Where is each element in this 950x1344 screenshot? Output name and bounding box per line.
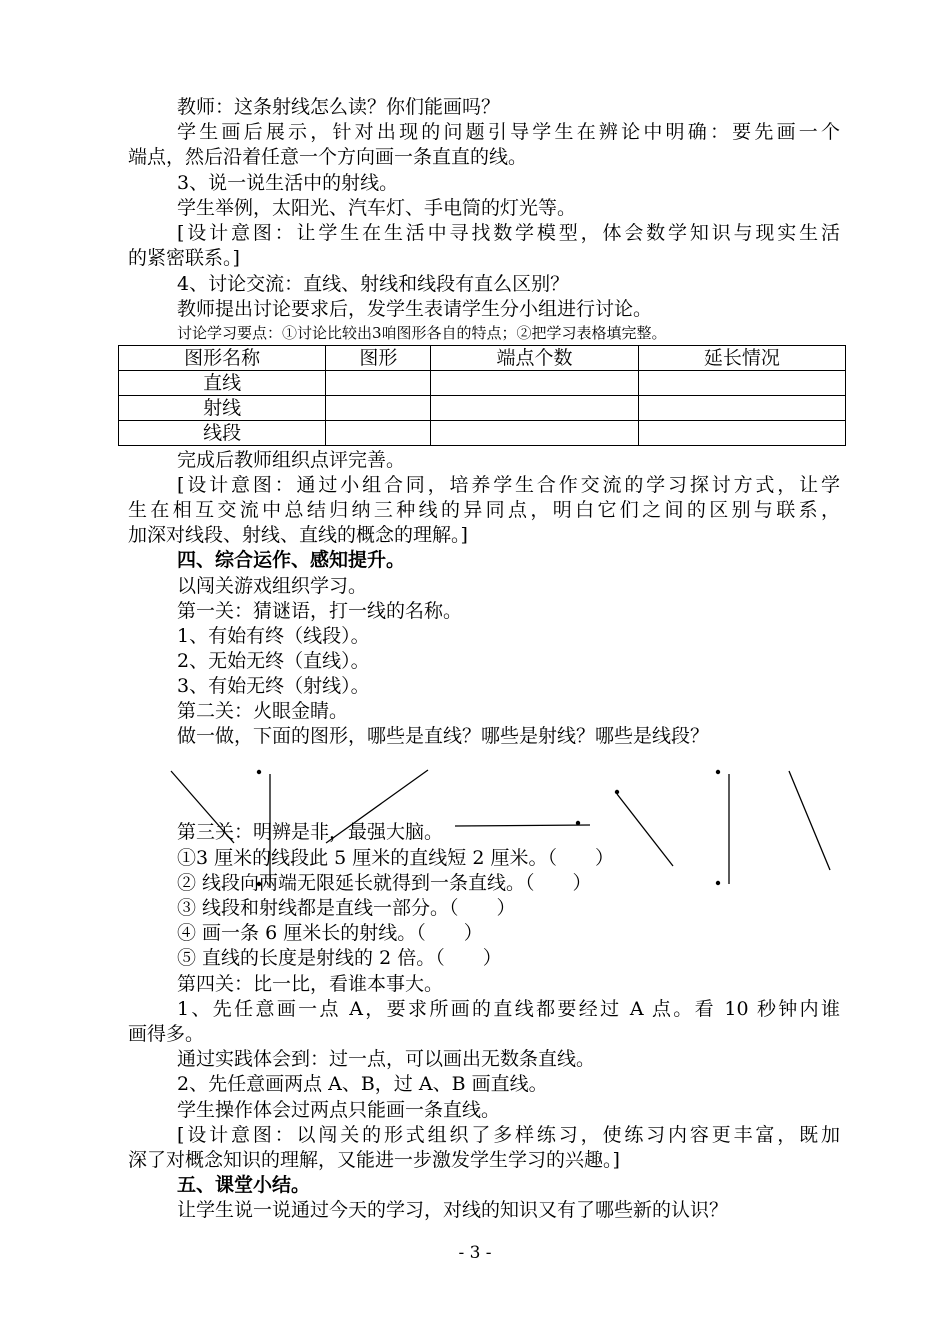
paragraph: 第三关：明辨是非，最强大脑。 xyxy=(177,821,444,843)
endpoint-dot xyxy=(716,770,720,774)
paragraph: 第四关：比一比，看谁本事大。 xyxy=(177,973,444,995)
paragraph: 生在相互交流中总结归纳三种线的异同点，明白它们之间的区别与联系， xyxy=(128,499,840,521)
paragraph: 第二关：火眼金睛。 xyxy=(177,700,349,722)
paragraph: ② 线段向两端无限延长就得到一条直线。（ ） xyxy=(177,872,592,894)
paragraph: [设计意图：通过小组合同，培养学生合作交流的学习探讨方式，让学 xyxy=(177,474,840,496)
paragraph: 4、讨论交流：直线、射线和线段有直么区别？ xyxy=(177,273,570,295)
paragraph: ③ 线段和射线都是直线一部分。（ ） xyxy=(177,897,516,919)
paragraph: ④ 画一条 6 厘米长的射线。（ ） xyxy=(177,922,483,944)
paragraph: 加深对线段、射线、直线的概念的理解。] xyxy=(128,524,468,546)
paragraph: 3、说一说生活中的射线。 xyxy=(177,172,399,194)
section-heading: 五、课堂小结。 xyxy=(177,1174,311,1196)
paragraph: [设计意图：让学生在生活中寻找数学模型，体会数学知识与现实生活 xyxy=(177,222,840,244)
paragraph: 完成后教师组织点评完善。 xyxy=(177,449,406,471)
paragraph: ①3 厘米的线段此 5 厘米的直线短 2 厘米。（ ） xyxy=(177,847,614,869)
endpoint-dot xyxy=(615,790,619,794)
paragraph: 深了对概念知识的理解，又能进一步激发学生学习的兴趣。] xyxy=(128,1149,620,1171)
paragraph: 1、有始有终（线段）。 xyxy=(177,625,370,647)
paragraph: 做一做，下面的图形，哪些是直线？哪些是射线？哪些是线段？ xyxy=(177,725,710,747)
paragraph: 画得多。 xyxy=(128,1023,205,1045)
paragraph: 通过实践体会到：过一点，可以画出无数条直线。 xyxy=(177,1048,596,1070)
paragraph: 学生画后展示，针对出现的问题引导学生在辨论中明确：要先画一个 xyxy=(177,121,840,143)
paragraph: 教师提出讨论要求后，发学生表请学生分小组进行讨论。 xyxy=(177,298,653,320)
table-cell: 线段 xyxy=(119,421,326,446)
page-number: - 3 - xyxy=(458,1243,492,1263)
table-header: 图形名称 xyxy=(119,346,326,371)
paragraph: 第一关：猜谜语，打一线的名称。 xyxy=(177,600,463,622)
table-header: 延长情况 xyxy=(638,346,845,371)
paragraph: 让学生说一说通过今天的学习，对线的知识又有了哪些新的认识？ xyxy=(177,1199,729,1221)
paragraph: 讨论学习要点：①讨论比较出3咱图形各自的特点；②把学习表格填完整。 xyxy=(177,324,667,342)
paragraph: 的紧密联系。] xyxy=(128,247,240,269)
paragraph: 2、先任意画两点 A、B，过 A、B 画直线。 xyxy=(177,1073,548,1095)
paragraph: 1、先任意画一点 A，要求所画的直线都要经过 A 点。看 10 秒钟内谁 xyxy=(177,998,840,1020)
table-cell: 直线 xyxy=(119,371,326,396)
section-heading: 四、综合运作、感知提升。 xyxy=(177,549,406,571)
paragraph: 学生操作体会过两点只能画一条直线。 xyxy=(177,1099,501,1121)
paragraph: [设计意图：以闯关的形式组织了多样练习，使练习内容更丰富，既加 xyxy=(177,1124,840,1146)
paragraph: 2、无始无终（直线）。 xyxy=(177,650,370,672)
paragraph: 以闯关游戏组织学习。 xyxy=(177,575,368,597)
paragraph: 学生举例，太阳光、汽车灯、手电筒的灯光等。 xyxy=(177,197,577,219)
paragraph: ⑤ 直线的长度是射线的 2 倍。（ ） xyxy=(177,947,502,969)
paragraph: 端点，然后沿着任意一个方向画一条直直的线。 xyxy=(128,146,528,168)
endpoint-dot xyxy=(257,770,261,774)
table-header: 图形 xyxy=(326,346,431,371)
table-cell: 射线 xyxy=(119,396,326,421)
paragraph: 教师：这条射线怎么读？你们能画吗？ xyxy=(177,96,501,118)
table-header: 端点个数 xyxy=(431,346,638,371)
paragraph: 3、有始无终（射线）。 xyxy=(177,675,370,697)
